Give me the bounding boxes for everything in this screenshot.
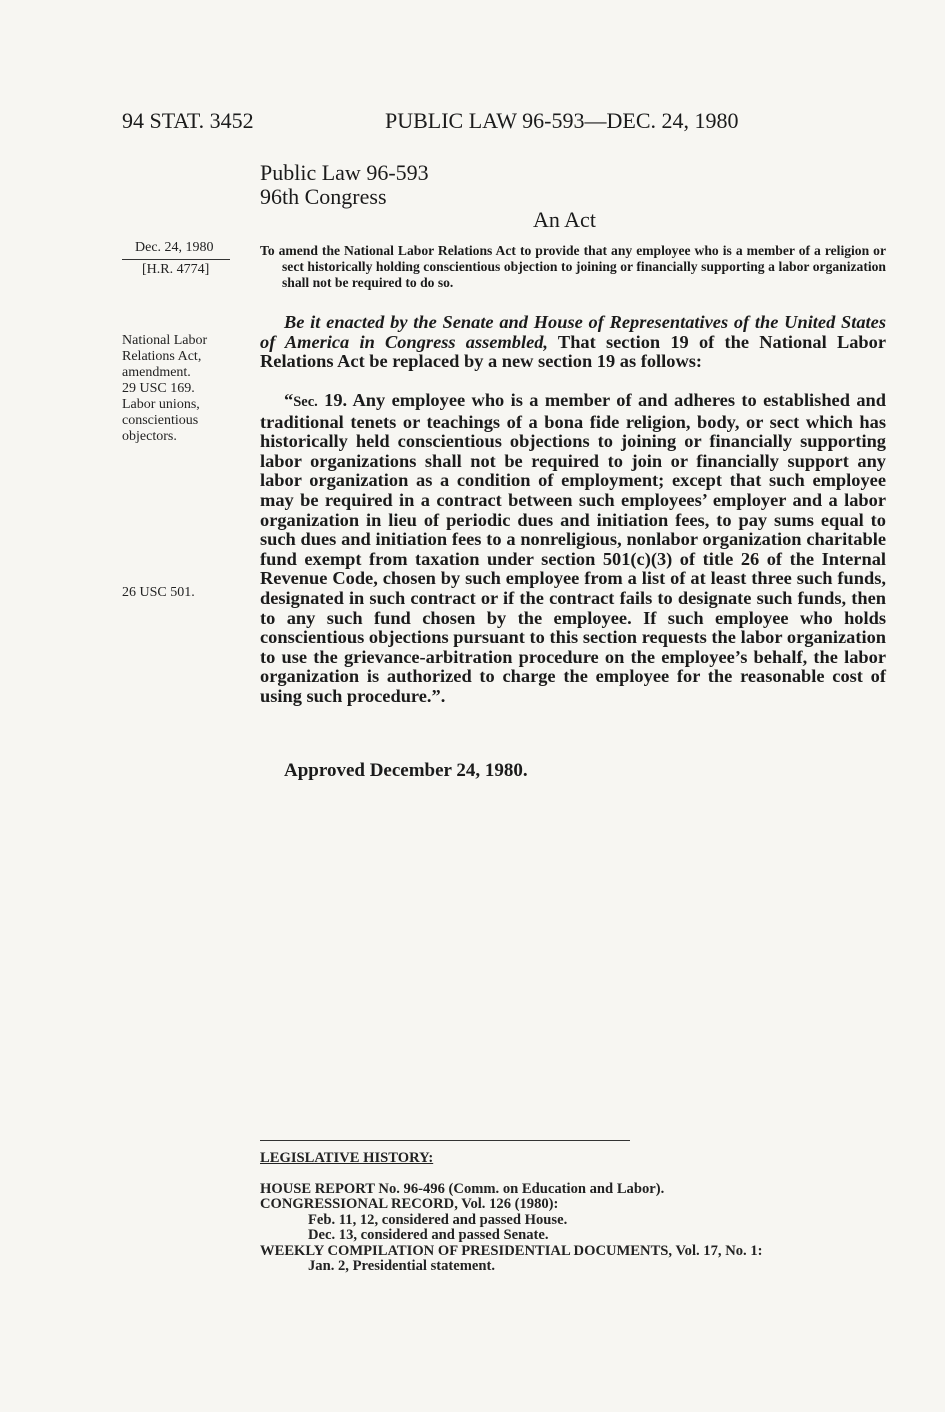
house-action: Feb. 11, 12, considered and passed House. bbox=[308, 1211, 568, 1228]
margin-rule bbox=[122, 259, 230, 260]
running-title: PUBLIC LAW 96-593—DEC. 24, 1980 bbox=[385, 108, 739, 133]
presidential-statement: Jan. 2, Presidential statement. bbox=[308, 1258, 495, 1275]
legislative-history-rule bbox=[260, 1140, 630, 1141]
margin-topic-line: National Labor bbox=[122, 333, 208, 348]
section-body: 19. Any employee who is a member of and adheres to established and traditional tenets or teachings of a bona fide religion, body, or sect which has historically held conscientious objections to joining or financially supporting labor organizations shall not be required to join or financially support any labor organization as a condition of employment; except that such employee may be required in a contract between such employees’ employer and a labor organization in lieu of periodic dues and initiation fees, to pay sums equal to such dues and initiation fees to a nonreligious, nonlabor organization charitable fund exempt from taxation under section 501(c)(3) of title 26 of the Internal Revenue Code, chosen by such employee from a list of at least three such funds, designated in such contract or if the contract fails to designate such funds, then to any such fund chosen by the employee. If such employee who holds conscientious objections pursuant to this section requests the labor organization to use the grievance-arbitration procedure on the employee’s behalf, the labor organization is authorized to charge the employee for the reasonable cost of using such procedure.”. bbox=[260, 390, 886, 706]
enacting-paragraph bbox=[260, 313, 886, 372]
public-law-number: Public Law 96-593 bbox=[260, 160, 429, 185]
act-purpose: To amend the National Labor Relations Act to provide that any employee who is a member of a religion or sect historically holding conscientious objection to joining or financially supporting a labor organization shall not be required to do so. bbox=[260, 243, 886, 290]
margin-topic-line: Labor unions, bbox=[122, 397, 200, 412]
senate-action: Dec. 13, considered and passed Senate. bbox=[308, 1227, 549, 1244]
congress-number: 96th Congress bbox=[260, 184, 387, 209]
margin-usc-reference: 26 USC 501. bbox=[122, 585, 195, 600]
legislative-history-body bbox=[260, 1182, 900, 1274]
margin-date: Dec. 24, 1980 bbox=[135, 240, 214, 255]
house-report: HOUSE REPORT No. 96-496 (Comm. on Education and Labor). bbox=[260, 1181, 665, 1197]
margin-topic-line: objectors. bbox=[122, 429, 177, 444]
margin-topic-line: amendment. bbox=[122, 365, 191, 380]
act-label: An Act bbox=[533, 207, 596, 232]
legislative-history-title: LEGISLATIVE HISTORY: bbox=[260, 1150, 434, 1166]
section-open-quote: “ bbox=[284, 390, 294, 410]
enacting-rest: That section 19 of the National Labor Relations Act be replaced by a new section 19 as follows: bbox=[260, 331, 887, 372]
margin-topic-notes bbox=[122, 333, 252, 445]
page-reference: 94 STAT. 3452 bbox=[122, 108, 254, 133]
margin-topic-line: 29 USC 169. bbox=[122, 381, 195, 396]
enacting-clause: Be it enacted by the Senate and House of Representatives of the United States of America in Congress assembled, bbox=[260, 312, 886, 352]
margin-topic-line: conscientious bbox=[122, 413, 199, 428]
weekly-compilation: WEEKLY COMPILATION OF PRESIDENTIAL DOCUMENTS, Vol. 17, No. 1: bbox=[260, 1242, 763, 1259]
congressional-record: CONGRESSIONAL RECORD, Vol. 126 (1980): bbox=[260, 1196, 559, 1213]
section-19-text bbox=[260, 391, 886, 707]
section-label: Sec. bbox=[293, 394, 318, 410]
approval-date: Approved December 24, 1980. bbox=[284, 760, 528, 781]
margin-topic-line: Relations Act, bbox=[122, 349, 202, 364]
margin-bill-number: [H.R. 4774] bbox=[142, 262, 210, 277]
